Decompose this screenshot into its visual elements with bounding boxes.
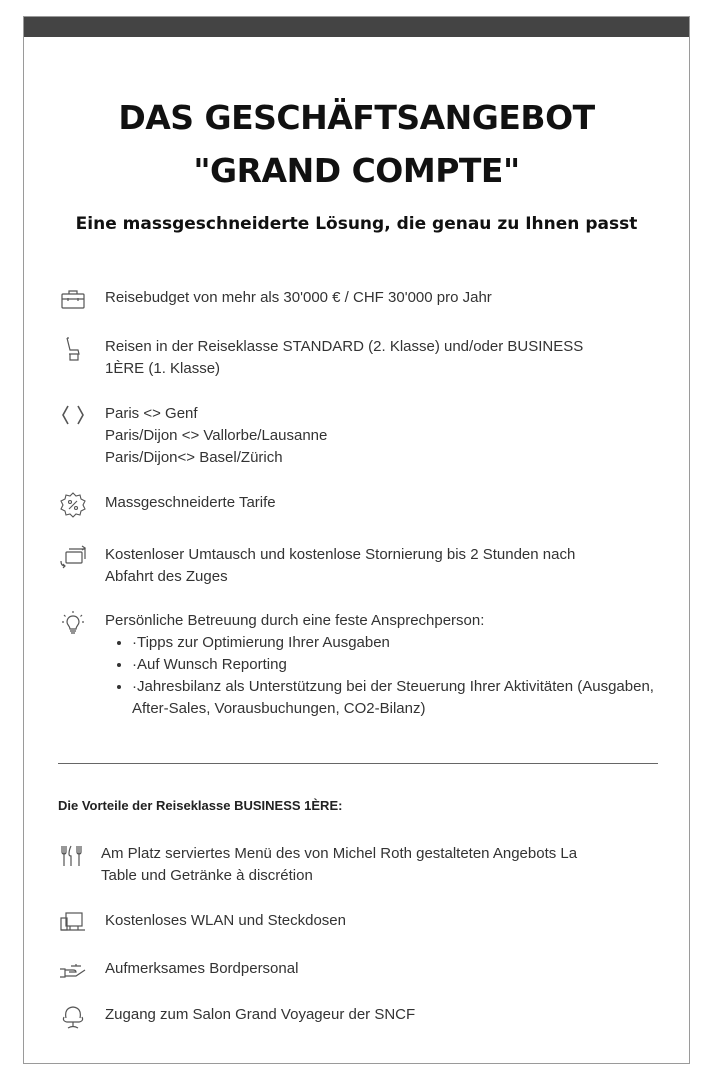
offer-card	[23, 16, 690, 1064]
feature-tariffs-text: Massgeschneiderte Tarife	[105, 494, 276, 511]
route-icon	[58, 403, 88, 429]
feature-class-line-1: Reisen in der Reiseklasse STANDARD (2. Klasse) und/oder BUSINESS	[105, 338, 584, 355]
support-bullet: • ·Tipps zur Optimierung Ihrer Ausgaben	[132, 632, 665, 654]
percent-badge-icon	[58, 492, 88, 518]
route-line-1: Paris <> Genf	[105, 405, 198, 422]
ticket-exchange-icon	[58, 544, 88, 570]
business-heading: Die Vorteile der Reiseklasse BUSINESS 1ÈRE:	[58, 798, 343, 813]
briefcase-icon	[58, 287, 88, 313]
support-bullet: • ·Auf Wunsch Reporting	[132, 654, 665, 676]
support-bullet: • ·Jahresbilanz als Unterstützung bei der Steuerung Ihrer Aktivitäten (Ausgaben, After-Sales, Vorausbuchungen, CO2-Bilanz)	[132, 676, 665, 720]
section-divider	[58, 763, 658, 764]
business-wifi-text: Kostenloses WLAN und Steckdosen	[105, 912, 346, 929]
title-line-2: "GRAND COMPTE"	[193, 151, 520, 190]
business-staff-text: Aufmerksames Bordpersonal	[105, 960, 299, 977]
feature-class-line-2: 1ÈRE (1. Klasse)	[105, 360, 221, 377]
feature-budget-text: Reisebudget von mehr als 30'000 € / CHF 30'000 pro Jahr	[105, 289, 492, 306]
subtitle: Eine massgeschneiderte Lösung, die genau zu Ihnen passt	[75, 214, 638, 234]
title-line-1: DAS GESCHÄFTSANGEBOT	[118, 98, 595, 137]
feature-exchange-line-1: Kostenloser Umtausch und kostenlose Stornierung bis 2 Stunden nach	[105, 546, 576, 563]
route-line-3: Paris/Dijon<> Basel/Zürich	[105, 449, 283, 466]
service-hand-icon	[58, 958, 88, 984]
business-menu-line-2: Table und Getränke à discrétion	[101, 867, 313, 884]
lightbulb-icon	[58, 610, 88, 636]
feature-support-text: Persönliche Betreuung durch eine feste Ansprechperson:	[105, 612, 485, 629]
cutlery-icon	[58, 843, 88, 869]
route-line-2: Paris/Dijon <> Vallorbe/Lausanne	[105, 427, 328, 444]
feature-exchange-line-2: Abfahrt des Zuges	[105, 568, 228, 585]
business-menu-line-1: Am Platz serviertes Menü des von Michel Roth gestalteten Angebots La	[101, 845, 578, 862]
top-bar	[24, 17, 689, 37]
page-title	[24, 91, 689, 197]
support-bullet-list	[105, 632, 665, 720]
business-salon-text: Zugang zum Salon Grand Voyageur der SNCF	[105, 1006, 416, 1023]
seat-icon	[58, 336, 88, 362]
laptop-wifi-icon	[58, 910, 88, 936]
armchair-icon	[58, 1004, 88, 1030]
